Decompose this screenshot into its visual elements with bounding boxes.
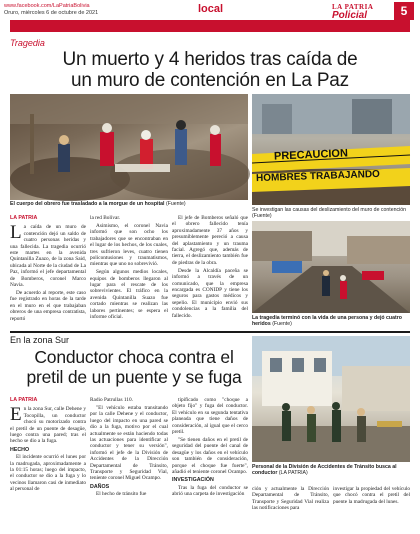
section-divider <box>10 331 410 333</box>
story1-paragraph: Asimismo, el coronel Navia informó que son ocho los trabajadores que se encontraban en el lugar de los hechos, de los cuales, tres sufrieron leves, cuatro tienen policontusiones y traumatismos, mientras que uno no sobrevivió. <box>90 222 168 268</box>
story1-headline <box>10 49 410 91</box>
story2-column-4 <box>252 486 329 532</box>
story1-paragraph: Desde la Alcaldía paceña se informó a través de un comunicado, que la empresa encargada es CONIDP y tiene los seguros para gastos médicos y sepelio. El municipio envió sus condolencias a la familia del fallecido. <box>172 267 248 319</box>
story2-subhead: INVESTIGACIÓN <box>172 477 214 484</box>
story2-headline-line2: pretil de un puente y se fuga <box>26 366 242 387</box>
traffic-photo-caption <box>252 464 410 477</box>
story2-paragraph: "El vehículo estaba transitando por la calle Dehene y el conductor, luego del impacto en una pared se dio a la fuga, motivo por el cual actualmente se están haciendo todas las actuaciones para identificar al conductor y tener su versión", informó el jefe de la División de Accidentes de la Dirección Departamental de Tránsito, Transporte y Seguridad Vial, teniente coronel Miguel Ocampo. <box>90 404 168 482</box>
caution-sign-2: HOMBRES TRABAJANDO <box>255 168 381 185</box>
story2-headline <box>10 348 258 387</box>
story1-paragraph: a caída de un muro de contención dejó un saldo de cuatro personas heridas y una fallecida. La tragedia ocurrió este martes en la avenida Quintanilla Zuazo, de la zona Said, ubicada al Norte de la ciudad de La Paz, informó el jefe departamental de Bomberos, coronel Marco Navia. <box>10 224 86 289</box>
traffic-photo <box>252 336 410 462</box>
story2-paragraph: "Se tienen daños en el pretil de seguridad del puente del canal de desagüe y los daños en el vehículo son también de consideración, porque el choque fue fuerte", añadió el teniente coronel Ocampo. <box>172 436 248 475</box>
story2-paragraph: n la zona Sur, calle Dehene y Tocopilla, un conductor chocó su motorizado contra el pretil de un puente de desagüe, luego contra una pared; tras el hecho se dio a la fuga. <box>10 406 86 445</box>
story2-column-5 <box>333 486 410 532</box>
caution-sign-1: PRECAUCION <box>273 147 349 163</box>
caution-photo-caption <box>252 207 410 220</box>
story2-paragraph: Tras la fuga del conductor se abrió una carpeta de investigación <box>172 484 248 498</box>
story2-column-1 <box>10 397 86 532</box>
story2-column-3 <box>172 397 248 532</box>
story2-paragraph: ción y actualmente la Dirección Departamental de Tránsito, Transporte y Seguridad Vial realiza las notificaciones para <box>252 486 329 512</box>
caution-photo <box>252 94 410 205</box>
rescue-photo <box>10 94 248 200</box>
traffic-photo-illustration <box>252 336 410 462</box>
brand-name: LA PATRIA <box>332 3 374 11</box>
story2-paragraph: El incidente ocurrió el lunes por la madrugada, aproximadamente a la 01:15 horas; luego del impacto, el conductor se dio a la fuga y lo vecinos llamaron casi de inmediato al personal de <box>10 454 86 493</box>
story1-headline-line1: Un muerto y 4 heridos tras caída de <box>62 49 358 70</box>
story2-subhead: DAÑOS <box>90 483 110 490</box>
subsection-label: Policial <box>332 10 368 21</box>
traffic-caption-text: Personal de la División de Accidentes de Tránsito busca al conductor <box>252 464 397 477</box>
story2-paragraph: Radio Patrullas 110. <box>90 397 133 403</box>
section-label: local <box>198 3 224 15</box>
page-number: 5 <box>394 2 414 20</box>
rescue-caption-credit: (Fuente) <box>165 201 186 207</box>
street-photo-illustration <box>252 221 410 313</box>
street-photo-caption <box>252 315 410 328</box>
story2-dropcap: E <box>10 404 22 426</box>
story1-paragraph: El jefe de Bomberos señaló que el obrero fallecido tenía aproximadamente 37 años y presumiblemente pereció a causa del aplastamiento y un trauma facial. Agregó que, además de tierra, el deslizamiento también fue de piedras de la obra. <box>172 215 248 266</box>
street-caption-credit: (Fuente) <box>272 321 292 328</box>
traffic-caption-credit: (LA PATRIA) <box>278 470 308 477</box>
story1-paragraph: De acuerdo al reporte, este caso fue registrado en horas de la tarde en el muro en el que trabajaban obreros de una empresa contratista, reportó <box>10 289 86 322</box>
story1-column-3 <box>172 215 248 319</box>
caution-caption-text: Se investigan las causas del deslizamiento del muro de contención <box>252 207 406 213</box>
page-header <box>0 0 420 36</box>
rescue-caption-text: El cuerpo del obrero fue trasladado a la morgue de un hospital <box>10 201 165 207</box>
story1-kicker: Tragedia <box>10 38 45 48</box>
story1-paragraph: la red Bolívar. <box>90 215 121 221</box>
story1-headline-line2: un muro de contención en La Paz <box>71 70 349 91</box>
story1-paragraph: Según algunos medios locales, equipos de bomberos llegaron al lugar para el rescate de los sobrevivientes. El tráfico en la avenida Quintanilla Suazo fue cortado mientras se realizan las labores pertinentes; se espera el informe oficial. <box>90 269 168 321</box>
story2-headline-line1: Conductor choca contra el <box>34 347 234 367</box>
street-photo <box>252 221 410 313</box>
story1-dropcap: L <box>10 222 22 244</box>
edition-date: Oruro, miércoles 6 de octubre de 2021 <box>4 10 99 16</box>
story2-subhead: HECHO <box>10 446 30 453</box>
social-link[interactable]: www.facebook.com/LaPatriaBolivia <box>4 3 90 9</box>
story2-byline: LA PATRIA <box>10 397 38 403</box>
story2-paragraph: investigar la propiedad del vehículo que chocó contra el pretil del puente la madrugada del lunes. <box>333 486 410 505</box>
story2-column-2 <box>90 397 168 532</box>
story2-paragraph: tipificado como "choque a objeto fijo" y fuga del conductor. El vehículo en su segunda tentativa planeada que tiene daños de consideración, al igual que el cerco pretil. <box>172 397 248 436</box>
caution-caption-credit: (Fuente) <box>252 213 272 220</box>
header-bar <box>10 20 410 32</box>
rescue-photo-illustration <box>10 94 248 200</box>
story2-paragraph: El hecho de tránsito fue <box>96 491 147 498</box>
story1-column-1 <box>10 215 86 322</box>
story1-column-2 <box>90 215 168 321</box>
rescue-photo-caption <box>10 201 248 207</box>
street-caption-text: La tragedia terminó con la vida de una persona y dejó cuatro heridos <box>252 315 402 328</box>
story1-byline: LA PATRIA <box>10 215 38 221</box>
story2-kicker: En la zona Sur <box>10 335 70 345</box>
